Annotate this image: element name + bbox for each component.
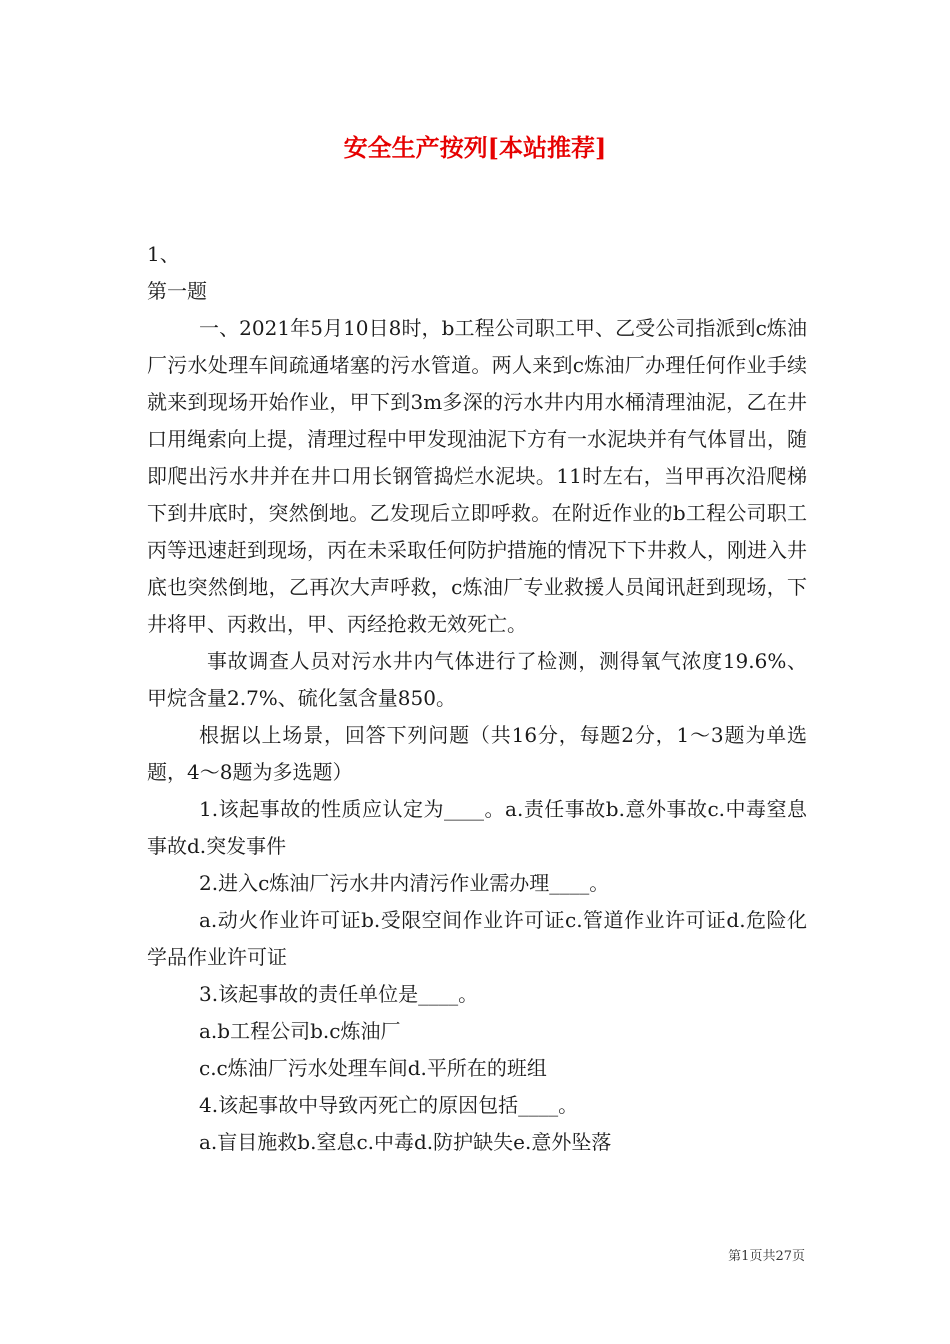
scenario-paragraph: 一、2021年5月10日8时，b工程公司职工甲、乙受公司指派到c炼油厂污水处理车间疏通堵塞的污水管道。两人来到c炼油厂办理任何作业手续就来到现场开始作业，甲下到3m多深的污水井内用水桶清理油泥，乙在井口用绳索向上提，清理过程中甲发现油泥下方有一水泥块并有气体冒出，随即爬出污水井并在井口用长钢管捣烂水泥块。11时左右，当甲再次沿爬梯下到井底时，突然倒地。乙发现后立即呼救。在附近作业的b工程公司职工丙等迅速赶到现场，丙在未采取任何防护措施的情况下下井救人，刚进入井底也突然倒地，乙再次大声呼救，c炼油厂专业救援人员闻讯赶到现场，下井将甲、丙救出，甲、丙经抢救无效死亡。 [147, 316, 807, 636]
question-2-options: a.动火作业许可证b.受限空间作业许可证c.管道作业许可证d.危险化学品作业许可证 [147, 908, 807, 969]
section-number: 1、 [147, 242, 180, 266]
instructions-paragraph: 根据以上场景，回答下列问题（共16分，每题2分，1～3题为单选题，4～8题为多选题） [147, 723, 807, 784]
question-3-options-b: c.c炼油厂污水处理车间d.平所在的班组 [199, 1056, 547, 1080]
document-body [147, 236, 807, 1161]
question-4-options: a.盲目施救b.窒息c.中毒d.防护缺失e.意外坠落 [199, 1130, 612, 1154]
question-2: 2.进入c炼油厂污水井内清污作业需办理____。 [199, 871, 610, 895]
question-4: 4.该起事故中导致丙死亡的原因包括____。 [199, 1093, 579, 1117]
question-1: 1.该起事故的性质应认定为____。a.责任事故b.意外事故c.中毒窒息事故d.突发事件 [147, 797, 807, 858]
document-title: 安全生产按列[本站推荐] [343, 133, 607, 162]
investigation-paragraph: 事故调查人员对污水井内气体进行了检测，测得氧气浓度19.6%、甲烷含量2.7%、硫化氢含量850。 [147, 649, 807, 710]
question-3: 3.该起事故的责任单位是____。 [199, 982, 479, 1006]
question-heading: 第一题 [147, 279, 207, 303]
page-footer: 第1页共27页 [728, 1249, 805, 1264]
question-3-options-a: a.b工程公司b.c炼油厂 [199, 1019, 401, 1043]
